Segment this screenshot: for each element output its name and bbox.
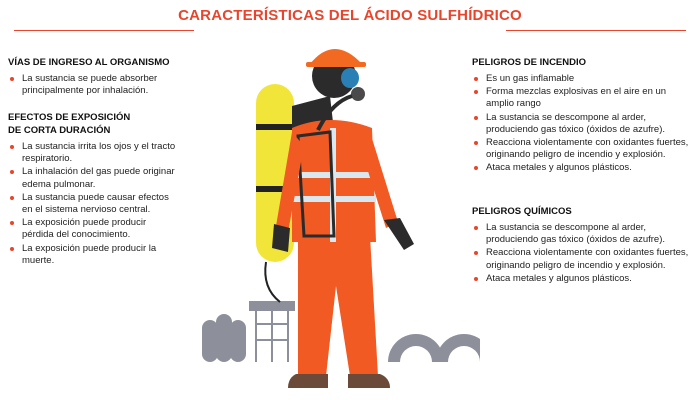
list-item: La sustancia se descompone al arder, produciendo gas tóxico (óxidos de azufre). <box>472 112 694 136</box>
routes-section <box>8 56 180 98</box>
list-item: La inhalación del gas puede originar edema pulmonar. <box>8 166 180 190</box>
title-rule-left <box>14 30 194 31</box>
routes-list <box>8 73 180 97</box>
list-item: Reacciona violentamente con oxidantes fuertes, originando peligro de incendio y explosión. <box>472 247 694 271</box>
list-item: Ataca metales y algunos plásticos. <box>472 162 694 174</box>
list-item: La sustancia se descompone al arder, produciendo gas tóxico (óxidos de azufre). <box>472 222 694 246</box>
trousers-icon <box>298 236 378 376</box>
tower-icon <box>250 302 294 362</box>
list-item: Reacciona violentamente con oxidantes fuertes, originando peligro de incendio y explosión. <box>472 137 694 161</box>
list-item: La exposición puede producir la muerte. <box>8 243 180 267</box>
list-item: La sustancia se puede absorber principalmente por inhalación. <box>8 73 180 97</box>
pipe-arches-icon <box>388 334 480 362</box>
title-rule-right <box>506 30 686 31</box>
list-item: La sustancia puede causar efectos en el sistema nervioso central. <box>8 192 180 216</box>
list-item: La sustancia irrita los ojos y el tracto respiratorio. <box>8 141 180 165</box>
list-item: Forma mezclas explosivas en el aire en un amplio rango <box>472 86 694 110</box>
list-item: La exposición puede producir pérdida del conocimiento. <box>8 217 180 241</box>
helmet-icon <box>310 49 362 64</box>
fire-section <box>472 56 694 176</box>
boots-icon <box>288 374 390 388</box>
fire-list <box>472 73 694 175</box>
routes-heading: VÍAS DE INGRESO AL ORGANISMO <box>8 57 170 68</box>
effects-section <box>8 111 180 268</box>
industrial-silos-icon <box>202 314 246 362</box>
chemical-heading: PELIGROS QUÍMICOS <box>472 206 572 217</box>
worker-illustration <box>180 36 480 400</box>
effects-heading-line2: DE CORTA DURACIÓN <box>8 125 111 136</box>
chemical-list <box>472 222 694 285</box>
fire-heading: PELIGROS DE INCENDIO <box>472 57 587 68</box>
effects-heading-line1: EFECTOS DE EXPOSICIÓN <box>8 112 131 123</box>
chemical-section <box>472 205 694 286</box>
list-item: Ataca metales y algunos plásticos. <box>472 273 694 285</box>
list-item: Es un gas inflamable <box>472 73 694 85</box>
effects-list <box>8 141 180 267</box>
page-title: CARACTERÍSTICAS DEL ÁCIDO SULFHÍDRICO <box>178 7 522 24</box>
